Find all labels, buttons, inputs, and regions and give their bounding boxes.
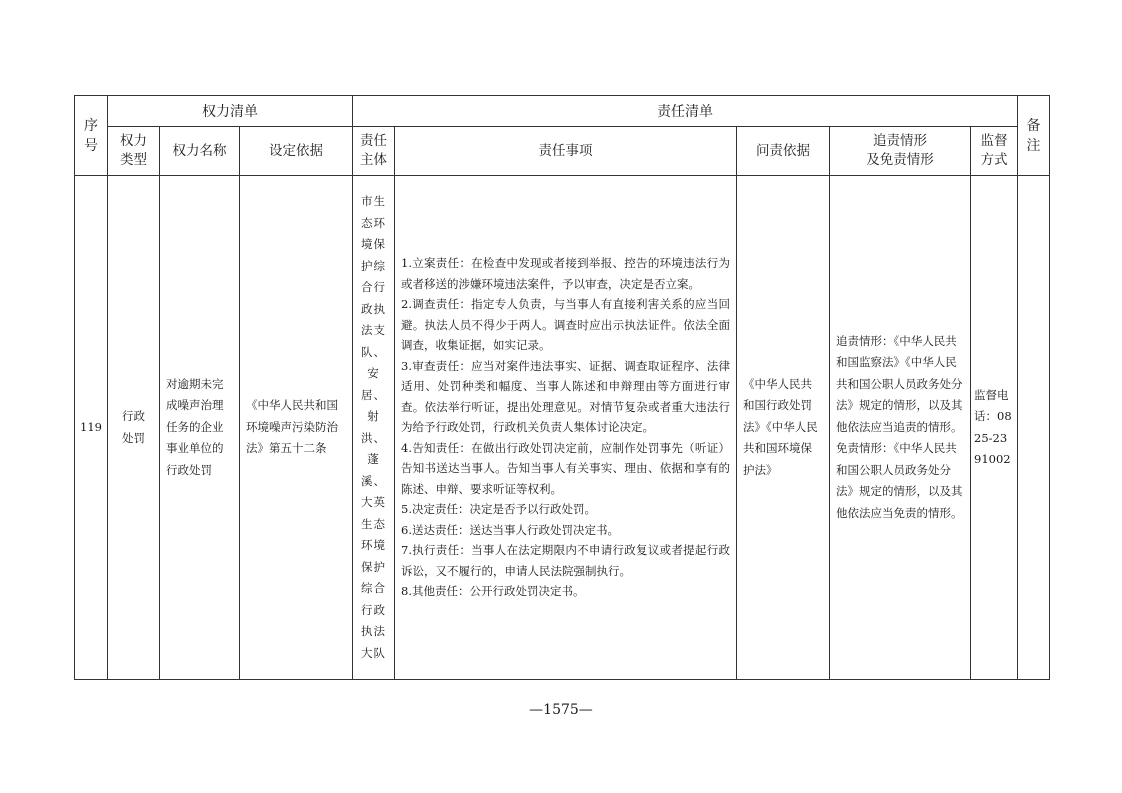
page-number: —1575—	[529, 702, 593, 718]
row-power-name: 对逾期未完成噪声治理任务的企业事业单位的行政处罚	[160, 176, 240, 680]
accountability-case: 追责情形：《中华人民共和国监察法》《中华人民共和国公职人员政务处分法》规定的情形，以及其他依法应当追责的情形。	[836, 333, 963, 434]
header-row-2	[75, 127, 1050, 176]
header-seq: 序号	[75, 96, 108, 176]
row-remark	[1018, 176, 1050, 680]
duty-item: 2.调查责任：指定专人负责，与当事人有直接利害关系的应当回避。执法人员不得少于两人。调查时应出示执法证件。依法全面调查，收集证据，如实记录。	[401, 297, 730, 353]
duty-item: 1.立案责任：在检查中发现或者接到举报、控告的环境违法行为或者移送的涉嫌环境违法案件，予以审查，决定是否立案。	[401, 256, 730, 291]
table-row	[75, 176, 1050, 680]
duty-item: 8.其他责任：公开行政处罚决定书。	[401, 584, 585, 599]
header-power-list: 权力清单	[108, 96, 353, 127]
row-seq: 119	[75, 176, 108, 680]
power-responsibility-table	[74, 95, 1050, 680]
header-resp-subject: 责任主体	[353, 127, 395, 176]
header-accountability-basis: 问责依据	[737, 127, 830, 176]
row-supervision: 监督电话：0825-2391002	[971, 176, 1018, 680]
duty-item: 6.送达责任：送达当事人行政处罚决定书。	[401, 522, 619, 537]
header-supervision: 监督方式	[971, 127, 1018, 176]
accountability-case: 免责情形：《中华人民共和国公职人员政务处分法》规定的情形，以及其他依法应当免责的情形。	[836, 441, 963, 520]
header-responsibility-list: 责任清单	[353, 96, 1018, 127]
header-power-type: 权力类型	[108, 127, 160, 176]
row-basis: 《中华人民共和国环境噪声污染防治法》第五十二条	[240, 176, 353, 680]
duty-item: 4.告知责任：在做出行政处罚决定前，应制作处罚事先（听证）告知书送达当事人。告知当事人有关事实、理由、依据和享有的陈述、申辩、要求听证等权利。	[401, 440, 730, 496]
row-accountability-cases	[830, 176, 971, 680]
header-accountability-line2: 及免责情形	[866, 152, 934, 168]
header-power-name: 权力名称	[160, 127, 240, 176]
duty-item: 5.决定责任：决定是否予以行政处罚。	[401, 502, 596, 517]
row-accountability-basis: 《中华人民共和国行政处罚法》《中华人民共和国环境保护法》	[737, 176, 830, 680]
row-subject: 市生态环境保护综合行政执法支队、安居、射洪、蓬溪、大英生态环境保护综合行政执法大队	[353, 176, 395, 680]
duty-item: 7.执行责任：当事人在法定期限内不申请行政复议或者提起行政诉讼，又不履行的，申请人民法院强制执行。	[401, 543, 730, 578]
row-power-type: 行政处罚	[108, 176, 160, 680]
header-accountability-cases	[830, 127, 971, 176]
header-resp-items: 责任事项	[395, 127, 737, 176]
row-duties	[395, 176, 737, 680]
header-row-1	[75, 96, 1050, 127]
header-basis: 设定依据	[240, 127, 353, 176]
header-remark: 备注	[1018, 96, 1050, 176]
header-accountability-line1: 追责情形	[873, 133, 927, 149]
duty-item: 3.审查责任：应当对案件违法事实、证据、调查取证程序、法律适用、处罚种类和幅度、当事人陈述和申辩理由等方面进行审查。依法举行听证，提出处理意见。对情节复杂或者重大违法行为给予行政处罚，行政机关负责人集体讨论决定。	[401, 358, 730, 435]
